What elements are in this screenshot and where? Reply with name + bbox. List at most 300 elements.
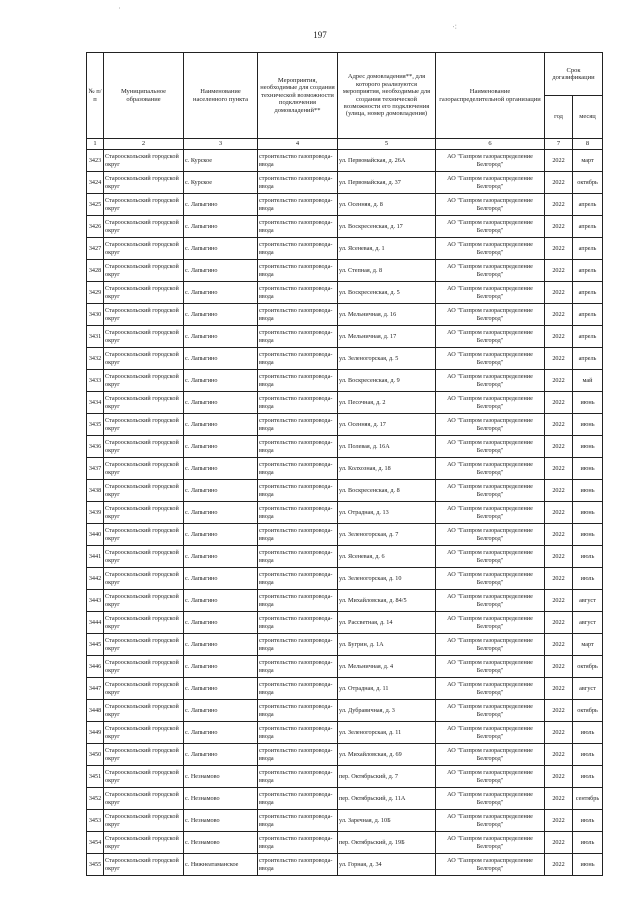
measure-cell: строительство газопровода-ввода [258, 678, 338, 700]
row-number: 3454 [87, 832, 104, 854]
measure-cell: строительство газопровода-ввода [258, 260, 338, 282]
locality-cell: с. Незнамово [184, 766, 258, 788]
row-number: 3438 [87, 480, 104, 502]
month-cell: июль [573, 766, 603, 788]
address-cell: ул. Первомайская, д. 37 [338, 172, 436, 194]
row-number: 3429 [87, 282, 104, 304]
municipality-cell: Старооскольский городской округ [104, 810, 184, 832]
table-row [87, 414, 603, 436]
municipality-cell: Старооскольский городской округ [104, 392, 184, 414]
table-row [87, 260, 603, 282]
row-number: 3446 [87, 656, 104, 678]
locality-cell: с. Лапыгино [184, 458, 258, 480]
address-cell: ул. Бугрин, д. 1А [338, 634, 436, 656]
table-row [87, 370, 603, 392]
year-cell: 2022 [545, 590, 573, 612]
measure-cell: строительство газопровода-ввода [258, 612, 338, 634]
municipality-cell: Старооскольский городской округ [104, 678, 184, 700]
locality-cell: с. Лапыгино [184, 282, 258, 304]
measure-cell: строительство газопровода-ввода [258, 502, 338, 524]
row-number: 3435 [87, 414, 104, 436]
table-row [87, 216, 603, 238]
month-cell: август [573, 612, 603, 634]
gas-org-cell: АО "Газпром газораспределение Белгород" [436, 282, 545, 304]
locality-cell: с. Лапыгино [184, 480, 258, 502]
month-cell: октябрь [573, 700, 603, 722]
locality-cell: с. Лапыгино [184, 568, 258, 590]
address-cell: ул. Зеленогорская, д. 10 [338, 568, 436, 590]
column-number: 6 [436, 139, 545, 150]
address-cell: ул. Воскресенская, д. 5 [338, 282, 436, 304]
gasification-table [86, 52, 603, 876]
measure-cell: строительство газопровода-ввода [258, 810, 338, 832]
gas-org-cell: АО "Газпром газораспределение Белгород" [436, 810, 545, 832]
row-number: 3436 [87, 436, 104, 458]
month-cell: март [573, 634, 603, 656]
row-number: 3425 [87, 194, 104, 216]
row-number: 3444 [87, 612, 104, 634]
municipality-cell: Старооскольский городской округ [104, 370, 184, 392]
municipality-cell: Старооскольский городской округ [104, 832, 184, 854]
row-number: 3440 [87, 524, 104, 546]
gas-org-cell: АО "Газпром газораспределение Белгород" [436, 634, 545, 656]
table-row [87, 172, 603, 194]
locality-cell: с. Лапыгино [184, 678, 258, 700]
municipality-cell: Старооскольский городской округ [104, 590, 184, 612]
month-cell: апрель [573, 282, 603, 304]
month-cell: август [573, 590, 603, 612]
month-cell: апрель [573, 326, 603, 348]
gas-org-cell: АО "Газпром газораспределение Белгород" [436, 788, 545, 810]
locality-cell: с. Лапыгино [184, 546, 258, 568]
measure-cell: строительство газопровода-ввода [258, 216, 338, 238]
year-cell: 2022 [545, 766, 573, 788]
locality-cell: с. Лапыгино [184, 744, 258, 766]
table-row [87, 238, 603, 260]
address-cell: ул. Дубравичная, д. 3 [338, 700, 436, 722]
address-cell: ул. Воскресенская, д. 17 [338, 216, 436, 238]
row-number: 3431 [87, 326, 104, 348]
gas-org-cell: АО "Газпром газораспределение Белгород" [436, 414, 545, 436]
scan-mark: ⁖ [452, 22, 458, 32]
address-cell: ул. Ясеневая, д. 1 [338, 238, 436, 260]
table-row [87, 678, 603, 700]
measure-cell: строительство газопровода-ввода [258, 832, 338, 854]
year-cell: 2022 [545, 392, 573, 414]
year-cell: 2022 [545, 832, 573, 854]
table-row [87, 810, 603, 832]
row-number: 3442 [87, 568, 104, 590]
month-cell: август [573, 678, 603, 700]
row-number: 3445 [87, 634, 104, 656]
row-number: 3423 [87, 150, 104, 172]
locality-cell: с. Лапыгино [184, 260, 258, 282]
municipality-cell: Старооскольский городской округ [104, 348, 184, 370]
year-cell: 2022 [545, 194, 573, 216]
header-locality: Наименование населенного пункта [184, 53, 258, 139]
locality-cell: с. Незнамово [184, 788, 258, 810]
municipality-cell: Старооскольский городской округ [104, 524, 184, 546]
measure-cell: строительство газопровода-ввода [258, 722, 338, 744]
locality-cell: с. Лапыгино [184, 370, 258, 392]
header-month: месяц [573, 96, 603, 139]
row-number: 3426 [87, 216, 104, 238]
address-cell: ул. Михайловская, д. 69 [338, 744, 436, 766]
locality-cell: с. Лапыгино [184, 238, 258, 260]
address-cell: пер. Октябрьский, д. 19Б [338, 832, 436, 854]
header-address: Адрес домовладения**, для которого реализуются мероприятия, необходимые для создания технической возможности его подключения (улица, номер домовладения) [338, 53, 436, 139]
table-row [87, 788, 603, 810]
table-row [87, 766, 603, 788]
municipality-cell: Старооскольский городской округ [104, 260, 184, 282]
year-cell: 2022 [545, 700, 573, 722]
year-cell: 2022 [545, 282, 573, 304]
municipality-cell: Старооскольский городской округ [104, 502, 184, 524]
locality-cell: с. Курское [184, 150, 258, 172]
address-cell: ул. Зеленогорская, д. 7 [338, 524, 436, 546]
month-cell: июль [573, 722, 603, 744]
gas-org-cell: АО "Газпром газораспределение Белгород" [436, 854, 545, 876]
row-number: 3433 [87, 370, 104, 392]
column-number: 4 [258, 139, 338, 150]
locality-cell: с. Лапыгино [184, 216, 258, 238]
municipality-cell: Старооскольский городской округ [104, 788, 184, 810]
header-gas-org: Наименование газораспределительной организации [436, 53, 545, 139]
month-cell: июнь [573, 414, 603, 436]
row-number: 3443 [87, 590, 104, 612]
month-cell: июль [573, 568, 603, 590]
locality-cell: с. Лапыгино [184, 634, 258, 656]
address-cell: ул. Михайловская, д. 84/5 [338, 590, 436, 612]
gas-org-cell: АО "Газпром газораспределение Белгород" [436, 524, 545, 546]
column-number: 5 [338, 139, 436, 150]
table-row [87, 854, 603, 876]
month-cell: июнь [573, 480, 603, 502]
gas-org-cell: АО "Газпром газораспределение Белгород" [436, 348, 545, 370]
municipality-cell: Старооскольский городской округ [104, 304, 184, 326]
municipality-cell: Старооскольский городской округ [104, 194, 184, 216]
municipality-cell: Старооскольский городской округ [104, 744, 184, 766]
address-cell: пер. Октябрьский, д. 7 [338, 766, 436, 788]
measure-cell: строительство газопровода-ввода [258, 590, 338, 612]
header-deadline: Срок догазификации [545, 53, 603, 96]
locality-cell: с. Лапыгино [184, 700, 258, 722]
municipality-cell: Старооскольский городской округ [104, 722, 184, 744]
locality-cell: с. Нижнеатаманское [184, 854, 258, 876]
municipality-cell: Старооскольский городской округ [104, 656, 184, 678]
month-cell: июнь [573, 436, 603, 458]
column-number: 2 [104, 139, 184, 150]
year-cell: 2022 [545, 678, 573, 700]
locality-cell: с. Лапыгино [184, 722, 258, 744]
year-cell: 2022 [545, 634, 573, 656]
locality-cell: с. Незнамово [184, 810, 258, 832]
row-number: 3430 [87, 304, 104, 326]
table-row [87, 700, 603, 722]
municipality-cell: Старооскольский городской округ [104, 766, 184, 788]
measure-cell: строительство газопровода-ввода [258, 370, 338, 392]
month-cell: апрель [573, 216, 603, 238]
row-number: 3437 [87, 458, 104, 480]
gas-org-cell: АО "Газпром газораспределение Белгород" [436, 436, 545, 458]
address-cell: ул. Отрадная, д. 11 [338, 678, 436, 700]
month-cell: июнь [573, 502, 603, 524]
header-year: год [545, 96, 573, 139]
year-cell: 2022 [545, 172, 573, 194]
municipality-cell: Старооскольский городской округ [104, 238, 184, 260]
year-cell: 2022 [545, 656, 573, 678]
measure-cell: строительство газопровода-ввода [258, 414, 338, 436]
gas-org-cell: АО "Газпром газораспределение Белгород" [436, 590, 545, 612]
table-row [87, 458, 603, 480]
row-number: 3439 [87, 502, 104, 524]
year-cell: 2022 [545, 744, 573, 766]
measure-cell: строительство газопровода-ввода [258, 194, 338, 216]
table-row [87, 524, 603, 546]
locality-cell: с. Лапыгино [184, 326, 258, 348]
row-number: 3428 [87, 260, 104, 282]
row-number: 3453 [87, 810, 104, 832]
month-cell: июнь [573, 524, 603, 546]
address-cell: ул. Осенняя, д. 17 [338, 414, 436, 436]
header-no: № п/п [87, 53, 104, 139]
month-cell: март [573, 150, 603, 172]
locality-cell: с. Лапыгино [184, 436, 258, 458]
row-number: 3452 [87, 788, 104, 810]
month-cell: июнь [573, 392, 603, 414]
gas-org-cell: АО "Газпром газораспределение Белгород" [436, 216, 545, 238]
measure-cell: строительство газопровода-ввода [258, 766, 338, 788]
row-number: 3455 [87, 854, 104, 876]
address-cell: ул. Мельничная, д. 17 [338, 326, 436, 348]
address-cell: ул. Воскресенская, д. 9 [338, 370, 436, 392]
municipality-cell: Старооскольский городской округ [104, 546, 184, 568]
measure-cell: строительство газопровода-ввода [258, 656, 338, 678]
locality-cell: с. Лапыгино [184, 612, 258, 634]
measure-cell: строительство газопровода-ввода [258, 744, 338, 766]
year-cell: 2022 [545, 722, 573, 744]
table-row [87, 150, 603, 172]
year-cell: 2022 [545, 216, 573, 238]
address-cell: ул. Первомайская, д. 26А [338, 150, 436, 172]
municipality-cell: Старооскольский городской округ [104, 436, 184, 458]
year-cell: 2022 [545, 304, 573, 326]
measure-cell: строительство газопровода-ввода [258, 326, 338, 348]
month-cell: май [573, 370, 603, 392]
measure-cell: строительство газопровода-ввода [258, 282, 338, 304]
year-cell: 2022 [545, 480, 573, 502]
scan-mark: ˙ [118, 6, 121, 16]
measure-cell: строительство газопровода-ввода [258, 700, 338, 722]
table-header [87, 53, 603, 150]
address-cell: ул. Ясеневая, д. 6 [338, 546, 436, 568]
year-cell: 2022 [545, 546, 573, 568]
year-cell: 2022 [545, 788, 573, 810]
municipality-cell: Старооскольский городской округ [104, 150, 184, 172]
year-cell: 2022 [545, 458, 573, 480]
measure-cell: строительство газопровода-ввода [258, 392, 338, 414]
table-row [87, 304, 603, 326]
measure-cell: строительство газопровода-ввода [258, 634, 338, 656]
address-cell: ул. Мельничная, д. 16 [338, 304, 436, 326]
gas-org-cell: АО "Газпром газораспределение Белгород" [436, 370, 545, 392]
column-numbers-row [87, 139, 603, 150]
table-row [87, 832, 603, 854]
month-cell: апрель [573, 348, 603, 370]
month-cell: октябрь [573, 656, 603, 678]
month-cell: июль [573, 832, 603, 854]
measure-cell: строительство газопровода-ввода [258, 480, 338, 502]
gas-org-cell: АО "Газпром газораспределение Белгород" [436, 722, 545, 744]
measure-cell: строительство газопровода-ввода [258, 524, 338, 546]
gas-org-cell: АО "Газпром газораспределение Белгород" [436, 150, 545, 172]
row-number: 3432 [87, 348, 104, 370]
table-row [87, 590, 603, 612]
year-cell: 2022 [545, 810, 573, 832]
address-cell: ул. Полевая, д. 16А [338, 436, 436, 458]
address-cell: ул. Осенняя, д. 8 [338, 194, 436, 216]
month-cell: июль [573, 810, 603, 832]
municipality-cell: Старооскольский городской округ [104, 172, 184, 194]
gas-org-cell: АО "Газпром газораспределение Белгород" [436, 766, 545, 788]
month-cell: июль [573, 744, 603, 766]
row-number: 3448 [87, 700, 104, 722]
row-number: 3434 [87, 392, 104, 414]
measure-cell: строительство газопровода-ввода [258, 788, 338, 810]
table-row [87, 612, 603, 634]
measure-cell: строительство газопровода-ввода [258, 172, 338, 194]
year-cell: 2022 [545, 568, 573, 590]
table-row [87, 282, 603, 304]
column-number: 7 [545, 139, 573, 150]
row-number: 3427 [87, 238, 104, 260]
table-row [87, 194, 603, 216]
column-number: 3 [184, 139, 258, 150]
measure-cell: строительство газопровода-ввода [258, 436, 338, 458]
row-number: 3441 [87, 546, 104, 568]
locality-cell: с. Лапыгино [184, 304, 258, 326]
month-cell: апрель [573, 304, 603, 326]
year-cell: 2022 [545, 348, 573, 370]
year-cell: 2022 [545, 854, 573, 876]
table-row [87, 634, 603, 656]
row-number: 3424 [87, 172, 104, 194]
municipality-cell: Старооскольский городской округ [104, 634, 184, 656]
address-cell: ул. Горная, д. 34 [338, 854, 436, 876]
page-number: 197 [313, 30, 327, 40]
gas-org-cell: АО "Газпром газораспределение Белгород" [436, 832, 545, 854]
locality-cell: с. Лапыгино [184, 524, 258, 546]
year-cell: 2022 [545, 238, 573, 260]
table-row [87, 326, 603, 348]
year-cell: 2022 [545, 612, 573, 634]
table-row [87, 392, 603, 414]
locality-cell: с. Лапыгино [184, 590, 258, 612]
address-cell: ул. Зеленогорская, д. 5 [338, 348, 436, 370]
month-cell: апрель [573, 238, 603, 260]
locality-cell: с. Лапыгино [184, 414, 258, 436]
year-cell: 2022 [545, 260, 573, 282]
month-cell: июнь [573, 458, 603, 480]
measure-cell: строительство газопровода-ввода [258, 348, 338, 370]
table-row [87, 348, 603, 370]
measure-cell: строительство газопровода-ввода [258, 238, 338, 260]
table-row [87, 480, 603, 502]
month-cell: июнь [573, 854, 603, 876]
header-municipality: Муниципальное образование [104, 53, 184, 139]
municipality-cell: Старооскольский городской округ [104, 612, 184, 634]
locality-cell: с. Лапыгино [184, 392, 258, 414]
year-cell: 2022 [545, 414, 573, 436]
address-cell: пер. Октябрьский, д. 11А [338, 788, 436, 810]
address-cell: ул. Рассветная, д. 14 [338, 612, 436, 634]
municipality-cell: Старооскольский городской округ [104, 216, 184, 238]
gas-org-cell: АО "Газпром газораспределение Белгород" [436, 546, 545, 568]
year-cell: 2022 [545, 326, 573, 348]
municipality-cell: Старооскольский городской округ [104, 700, 184, 722]
gas-org-cell: АО "Газпром газораспределение Белгород" [436, 744, 545, 766]
gas-org-cell: АО "Газпром газораспределение Белгород" [436, 480, 545, 502]
municipality-cell: Старооскольский городской округ [104, 568, 184, 590]
table-row [87, 722, 603, 744]
locality-cell: с. Лапыгино [184, 656, 258, 678]
table-body [87, 150, 603, 876]
row-number: 3450 [87, 744, 104, 766]
table-row [87, 568, 603, 590]
month-cell: сентябрь [573, 788, 603, 810]
row-number: 3451 [87, 766, 104, 788]
month-cell: июль [573, 546, 603, 568]
gas-org-cell: АО "Газпром газораспределение Белгород" [436, 612, 545, 634]
address-cell: ул. Песочная, д. 2 [338, 392, 436, 414]
gas-org-cell: АО "Газпром газораспределение Белгород" [436, 700, 545, 722]
gas-org-cell: АО "Газпром газораспределение Белгород" [436, 656, 545, 678]
month-cell: апрель [573, 194, 603, 216]
month-cell: октябрь [573, 172, 603, 194]
measure-cell: строительство газопровода-ввода [258, 458, 338, 480]
address-cell: ул. Воскресенская, д. 8 [338, 480, 436, 502]
gas-org-cell: АО "Газпром газораспределение Белгород" [436, 678, 545, 700]
measure-cell: строительство газопровода-ввода [258, 546, 338, 568]
gas-org-cell: АО "Газпром газораспределение Белгород" [436, 260, 545, 282]
gas-org-cell: АО "Газпром газораспределение Белгород" [436, 194, 545, 216]
year-cell: 2022 [545, 370, 573, 392]
municipality-cell: Старооскольский городской округ [104, 282, 184, 304]
gas-org-cell: АО "Газпром газораспределение Белгород" [436, 326, 545, 348]
column-number: 1 [87, 139, 104, 150]
municipality-cell: Старооскольский городской округ [104, 414, 184, 436]
row-number: 3449 [87, 722, 104, 744]
locality-cell: с. Лапыгино [184, 502, 258, 524]
gas-org-cell: АО "Газпром газораспределение Белгород" [436, 502, 545, 524]
gas-org-cell: АО "Газпром газораспределение Белгород" [436, 172, 545, 194]
address-cell: ул. Колхозная, д. 18 [338, 458, 436, 480]
gas-org-cell: АО "Газпром газораспределение Белгород" [436, 392, 545, 414]
address-cell: ул. Отрадная, д. 13 [338, 502, 436, 524]
table-row [87, 744, 603, 766]
year-cell: 2022 [545, 436, 573, 458]
municipality-cell: Старооскольский городской округ [104, 326, 184, 348]
year-cell: 2022 [545, 150, 573, 172]
locality-cell: с. Лапыгино [184, 348, 258, 370]
measure-cell: строительство газопровода-ввода [258, 854, 338, 876]
table-row [87, 436, 603, 458]
locality-cell: с. Незнамово [184, 832, 258, 854]
measure-cell: строительство газопровода-ввода [258, 568, 338, 590]
table-row [87, 656, 603, 678]
measure-cell: строительство газопровода-ввода [258, 150, 338, 172]
table-row [87, 546, 603, 568]
